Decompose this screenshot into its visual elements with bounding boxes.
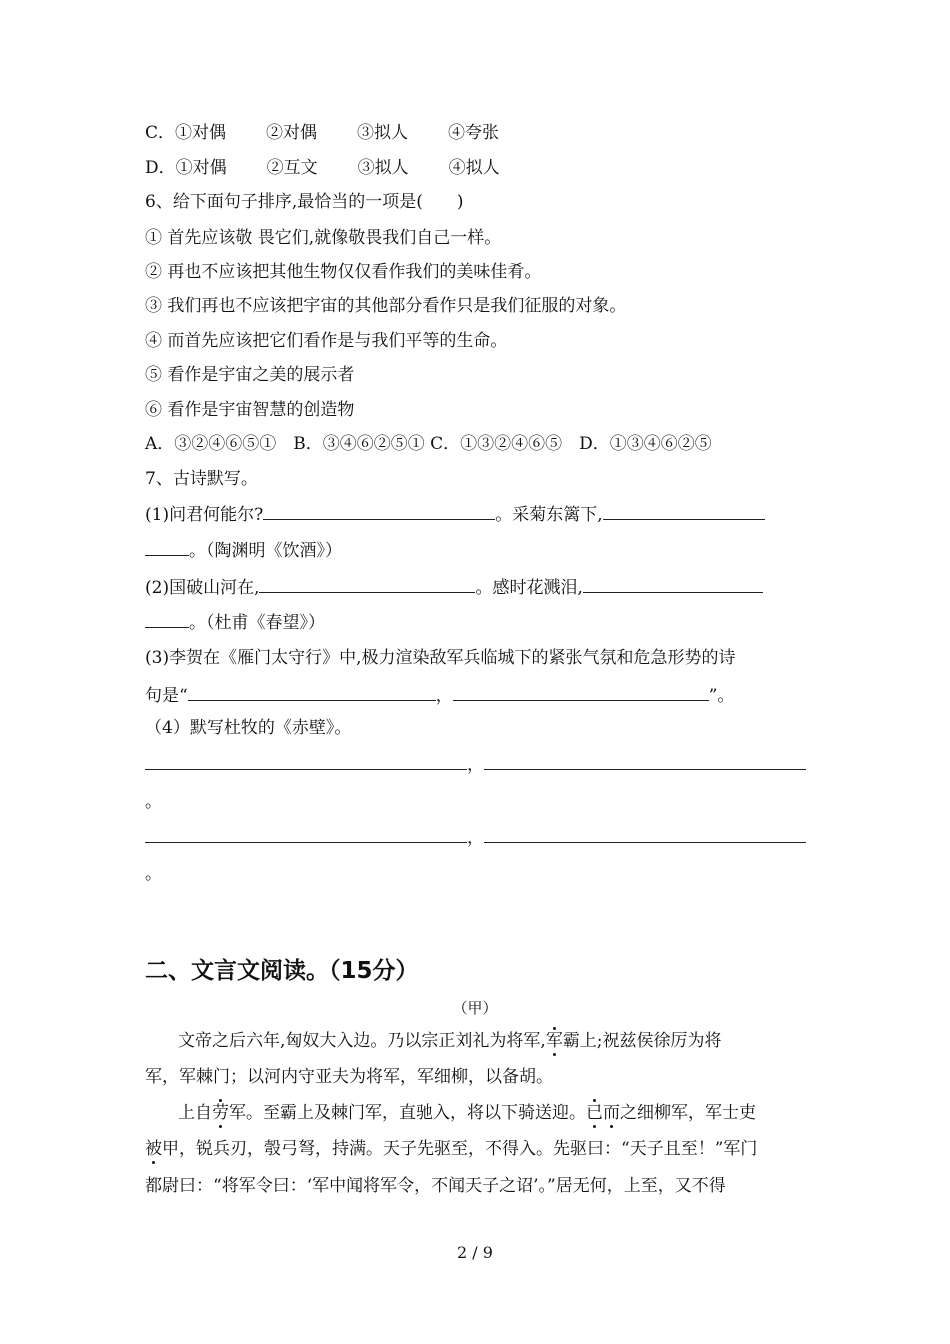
q7-part1-line1: (1)问君何能尔? 。采菊东篱下, <box>145 502 765 527</box>
emphasis-char: 已 <box>586 1103 603 1123</box>
q6-item-3: ③ 我们再也不应该把宇宙的其他部分看作只是我们征服的对象。 <box>145 296 627 316</box>
answer-blank[interactable] <box>259 575 475 593</box>
passage-label: （甲） <box>452 999 498 1017</box>
answer-blank[interactable] <box>603 502 765 520</box>
q7-part2-line2: 。（杜甫《春望》） <box>145 610 325 635</box>
q6-item-1: ① 首先应该敬 畏它们,就像敬畏我们自己一样。 <box>145 228 502 248</box>
answer-blank[interactable] <box>145 538 189 556</box>
q7-part4-answer-line2: ， <box>145 825 806 850</box>
section-heading: 二、文言文阅读。（15分） <box>145 958 419 984</box>
passage-line-1: 文帝之后六年,匈奴大入边。乃以宗正刘礼为将军,军霸上;祝兹侯徐厉为将 <box>178 1031 722 1051</box>
page-number: 2 / 9 <box>457 1243 493 1262</box>
q7-part3-line1: (3)李贺在《雁门太守行》中,极力渲染敌军兵临城下的紧张气氛和危急形势的诗 <box>145 648 736 668</box>
passage-line-3: 上自劳军。至霸上及棘门军，直驰入，将以下骑送迎。已而之细柳军，军士吏 <box>178 1103 756 1123</box>
passage-line-4: 被甲，锐兵刃，彀弓弩，持满。天子先驱至，不得入。先驱曰：“天子且至！”军门 <box>145 1139 758 1159</box>
answer-blank[interactable] <box>484 752 806 770</box>
answer-blank[interactable] <box>188 683 436 701</box>
q6-item-4: ④ 而首先应该把它们看作是与我们平等的生命。 <box>145 331 508 351</box>
q7-part4-period-1: 。 <box>145 792 162 812</box>
answer-blank[interactable] <box>263 502 495 520</box>
emphasis-char: 劳 <box>212 1103 229 1123</box>
q6-options: A．③②④⑥⑤① B．③④⑥②⑤① C．①③②④⑥⑤ D．①③④⑥②⑤ <box>145 434 712 454</box>
passage-line-5: 都尉曰：“将军令曰：‘军中闻将军令，不闻天子之诏’。”居无何，上至，又不得 <box>145 1176 726 1196</box>
answer-blank[interactable] <box>453 683 709 701</box>
emphasis-char: 而 <box>603 1103 620 1123</box>
answer-blank[interactable] <box>583 575 763 593</box>
q5-option-c: C．①对偶 ②对偶 ③拟人 ④夸张 <box>145 123 500 143</box>
q6-item-6: ⑥ 看作是宇宙智慧的创造物 <box>145 400 355 420</box>
q6-item-5: ⑤ 看作是宇宙之美的展示者 <box>145 365 355 385</box>
passage-line-2: 军，军棘门；以河内守亚夫为将军，军细柳，以备胡。 <box>145 1067 553 1087</box>
q6-stem: 6、给下面句子排序,最恰当的一项是( ) <box>145 192 464 212</box>
q7-part2-line1: (2)国破山河在, 。感时花溅泪, <box>145 575 763 600</box>
q7-stem: 7、古诗默写。 <box>145 469 258 489</box>
q6-item-2: ② 再也不应该把其他生物仅仅看作我们的美味佳肴。 <box>145 262 542 282</box>
q5-option-d: D．①对偶 ②互文 ③拟人 ④拟人 <box>145 158 500 178</box>
answer-blank[interactable] <box>145 825 467 843</box>
q7-part4-period-2: 。 <box>145 864 162 884</box>
q7-part3-line2: 句是“ ， ”。 <box>145 683 734 708</box>
q7-part1-line2: 。（陶渊明《饮酒》） <box>145 538 342 563</box>
emphasis-char: 军 <box>545 1031 563 1051</box>
answer-blank[interactable] <box>145 752 467 770</box>
emphasis-char: 被 <box>145 1139 162 1159</box>
q7-part4-answer-line1: ， <box>145 752 806 777</box>
q7-part4-stem: （4）默写杜牧的《赤壁》。 <box>145 718 352 738</box>
answer-blank[interactable] <box>145 610 189 628</box>
answer-blank[interactable] <box>484 825 806 843</box>
